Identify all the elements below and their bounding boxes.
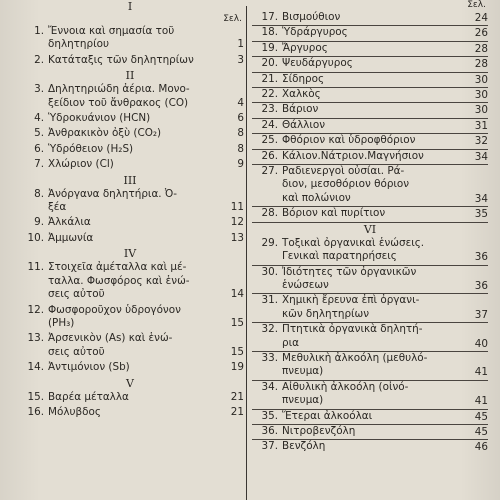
toc-entry — [16, 83, 244, 110]
right-column — [252, 0, 488, 455]
entry-number: 4. — [34, 112, 44, 125]
toc-entry — [16, 216, 244, 229]
entry-number: 26. — [261, 149, 278, 162]
entry-page-number: 12 — [230, 216, 244, 229]
entry-number: 25. — [261, 134, 278, 147]
entry-number: 9. — [34, 216, 44, 229]
entry-number: 1. — [34, 25, 44, 37]
toc-entry — [16, 304, 244, 331]
entry-number: 28. — [261, 207, 278, 220]
toc-entry — [252, 57, 488, 72]
entry-title-line: Βόριον καὶ πυρίτιον — [282, 207, 386, 220]
entry-number: 33. — [261, 351, 278, 364]
entry-page-number: 30 — [474, 104, 488, 117]
entry-title-line: Γενικαὶ παρατηρήσεις — [282, 250, 397, 263]
entry-title-line: ταλλα. Φωσφόρος καὶ ἑνώ- — [48, 274, 190, 287]
entry-title-line: Ἀντιμόνιον (Sb) — [48, 361, 130, 374]
entry-page-number: 37 — [474, 308, 488, 321]
entry-page-number: 13 — [230, 231, 244, 244]
toc-entry — [16, 261, 244, 301]
toc-entry — [252, 207, 488, 222]
entry-title-line: σεις αὐτοῦ — [48, 288, 105, 301]
entry-title-line: Ἀνόργανα δηλητήρια. Ὀ- — [48, 187, 178, 200]
toc-entry — [252, 165, 488, 207]
entry-title-line: ἑνώσεων — [282, 278, 329, 291]
entry-title-line: Ἕτεραι ἀλκοόλαι — [282, 409, 373, 422]
entry-page-number: 3 — [237, 53, 244, 66]
entry-title-line: Μεθυλικὴ ἀλκοόλη (μεθυλό- — [282, 351, 428, 364]
entry-title-line: ρια — [282, 336, 299, 349]
toc-entry — [252, 410, 488, 425]
entry-title-line: σεις αὐτοῦ — [48, 345, 105, 358]
entry-title-line: Θάλλιον — [282, 118, 326, 131]
entry-page-number: 15 — [230, 316, 244, 329]
toc-entry — [252, 352, 488, 381]
entry-number: 23. — [261, 103, 278, 116]
entry-page-number: 15 — [230, 345, 244, 358]
entry-title-line: Αἰθυλικὴ ἀλκοόλη (οἰνό- — [282, 380, 409, 393]
toc-entry — [16, 391, 244, 404]
entry-title-line: Κατάταξις τῶν δηλητηρίων — [48, 53, 194, 66]
entry-number: 17. — [261, 11, 278, 23]
toc-entry — [252, 119, 488, 134]
entry-page-number: 28 — [474, 42, 488, 55]
entry-title-line: Μόλυβδος — [48, 405, 101, 418]
entry-title-line: Ἀνθρακικὸν ὀξὺ (CO₂) — [48, 127, 162, 140]
toc-entry — [16, 143, 244, 156]
entry-page-number: 1 — [237, 38, 244, 51]
entry-title-line: δηλητηρίου — [48, 38, 109, 51]
toc-entry — [16, 112, 244, 125]
entry-number: 36. — [261, 424, 278, 437]
toc-entry — [16, 127, 244, 140]
entry-title-line: Βισμούθιον — [282, 11, 341, 23]
entry-number: 37. — [261, 440, 278, 453]
entry-page-number: 19 — [230, 361, 244, 374]
entry-page-number: 28 — [474, 58, 488, 71]
entry-number: 11. — [27, 261, 44, 274]
toc-entry — [252, 134, 488, 149]
toc-entry — [252, 73, 488, 88]
entry-page-number: 31 — [474, 119, 488, 132]
entry-page-number: 30 — [474, 89, 488, 102]
entry-number: 27. — [261, 165, 278, 178]
entry-page-number: 36 — [474, 279, 488, 292]
entry-number: 6. — [34, 142, 44, 155]
entry-title-line: Φθόριον καὶ ὑδροφθόριον — [282, 134, 416, 147]
entry-page-number: 32 — [474, 135, 488, 148]
entry-page-number: 26 — [474, 27, 488, 40]
toc-entry — [16, 188, 244, 215]
entry-title-line: Σίδηρος — [282, 72, 325, 85]
entry-number: 8. — [34, 187, 44, 200]
entry-page-number: 41 — [474, 366, 488, 379]
entry-title-line: Ἀρσενικὸν (As) καὶ ἑνώ- — [48, 332, 173, 345]
entry-number: 7. — [34, 158, 44, 171]
entry-title-line: Δηλητηριώδη ἀέρια. Μονο- — [48, 83, 190, 96]
toc-entry — [16, 332, 244, 359]
entry-title-line: Νιτροβενζόλη — [282, 424, 356, 437]
entry-title-line: Βαρέα μέταλλα — [48, 390, 129, 403]
page-column-label: Σελ. — [467, 0, 486, 10]
entry-title-line: Χλώριον (Cl) — [48, 158, 114, 171]
entry-number: 29. — [261, 236, 278, 249]
entry-title-line: Ὑδρόθειον (H₂S) — [48, 142, 134, 155]
entry-title-line: Ὑδροκυάνιον (HCN) — [48, 112, 151, 125]
entry-page-number: 8 — [237, 142, 244, 155]
entry-number: 2. — [34, 53, 44, 66]
entry-number: 19. — [261, 41, 278, 54]
column-divider — [246, 6, 247, 500]
entry-number: 16. — [27, 405, 44, 418]
entry-title-line: πνευμα) — [282, 365, 324, 378]
toc-entry — [252, 294, 488, 323]
entry-page-number: 8 — [237, 127, 244, 140]
page-column-label: Σελ. — [223, 14, 242, 24]
entry-number: 15. — [27, 390, 44, 403]
toc-entry — [252, 237, 488, 266]
entry-page-number: 11 — [230, 201, 244, 214]
entry-number: 20. — [261, 57, 278, 70]
entry-number: 24. — [261, 118, 278, 131]
toc-entry — [252, 150, 488, 165]
entry-number: 12. — [27, 303, 44, 316]
toc-entry — [252, 11, 488, 26]
entry-title-line: πνευμα) — [282, 394, 324, 407]
entry-page-number: 30 — [474, 73, 488, 86]
entry-number: 5. — [34, 127, 44, 140]
toc-entry — [252, 425, 488, 440]
entry-title-line: Στοιχεῖα ἀμέταλλα καὶ μέ- — [48, 261, 187, 274]
left-column — [16, 0, 244, 421]
entry-title-line: κῶν δηλητηρίων — [282, 307, 370, 320]
section-heading: I — [127, 0, 133, 13]
entry-page-number: 40 — [474, 337, 488, 350]
entry-number: 21. — [261, 72, 278, 85]
entry-title-line: Ψευδάργυρος — [282, 57, 353, 70]
entry-page-number: 46 — [474, 441, 488, 454]
toc-entry — [252, 440, 488, 454]
entry-page-number: 24 — [474, 12, 488, 24]
entry-page-number: 41 — [474, 395, 488, 408]
entry-title-line: Ραδιενεργοὶ οὐσίαι. Ρά- — [282, 165, 405, 178]
toc-entry — [252, 88, 488, 103]
entry-number: 34. — [261, 380, 278, 393]
section-heading: VI — [363, 222, 377, 236]
entry-title-line: Ἔννοια καὶ σημασία τοῦ — [48, 25, 175, 37]
entry-title-line: Ἄργυρος — [282, 41, 328, 54]
entry-title-line: Τοξικαὶ ὀργανικαὶ ἑνώσεις. — [282, 236, 425, 249]
entry-title-line: Βάριον — [282, 103, 319, 116]
toc-entry — [16, 232, 244, 245]
entry-page-number: 6 — [237, 112, 244, 125]
entry-page-number: 21 — [230, 405, 244, 418]
entry-page-number: 35 — [474, 208, 488, 221]
entry-title-line: καὶ πολώνιον — [282, 191, 351, 204]
toc-entry — [252, 266, 488, 295]
entry-page-number: 45 — [474, 425, 488, 438]
entry-page-number: 21 — [230, 390, 244, 403]
entry-title-line: Φωσφοροῦχον ὑδρογόνον — [48, 303, 181, 316]
toc-entry — [252, 103, 488, 118]
entry-title-line: ξέα — [48, 201, 67, 214]
entry-page-number: 14 — [230, 288, 244, 301]
entry-title-line: Ἀμμωνία — [48, 231, 94, 244]
entry-page-number: 9 — [237, 158, 244, 171]
entry-number: 10. — [27, 231, 44, 244]
toc-entry — [252, 381, 488, 410]
entry-page-number: 4 — [237, 96, 244, 109]
entry-title-line: Χαλκὸς — [282, 88, 321, 101]
entry-number: 3. — [34, 83, 44, 96]
section-heading: III — [123, 173, 137, 187]
toc-entry — [16, 361, 244, 374]
entry-number: 13. — [27, 332, 44, 345]
entry-title-line: Χημικὴ ἔρευνα ἐπὶ ὀργανι- — [282, 294, 420, 307]
entry-number: 22. — [261, 88, 278, 101]
toc-entry — [16, 406, 244, 419]
toc-entry — [252, 42, 488, 57]
entry-title-line: Ἰδιότητες τῶν ὀργανικῶν — [282, 265, 417, 278]
toc-entry — [252, 26, 488, 41]
toc-entry — [252, 323, 488, 352]
section-heading: II — [125, 69, 135, 83]
entry-page-number: 45 — [474, 410, 488, 423]
toc-entry — [16, 158, 244, 171]
entry-title-line: ξείδιον τοῦ ἄνθρακος (CO) — [48, 96, 189, 109]
section-heading: V — [126, 376, 134, 390]
toc-entry — [16, 54, 244, 67]
entry-title-line: Ἀλκάλια — [48, 216, 91, 229]
entry-number: 31. — [261, 294, 278, 307]
entry-number: 30. — [261, 265, 278, 278]
entry-title-line: Βενζόλη — [282, 440, 326, 453]
entry-number: 18. — [261, 26, 278, 39]
entry-title-line: Κάλιον.Νάτριον.Μαγνήσιον — [282, 149, 424, 162]
entry-number: 35. — [261, 409, 278, 422]
entry-page-number: 34 — [474, 150, 488, 163]
toc-entry — [16, 25, 244, 52]
entry-title-line: διον, μεσοθόριον θόριον — [282, 178, 410, 191]
entry-title-line: Ὑδράργυρος — [282, 26, 348, 39]
entry-page-number: 34 — [474, 192, 488, 205]
entry-title-line: Πτητικὰ ὀργανικὰ δηλητή- — [282, 323, 423, 336]
entry-page-number: 36 — [474, 251, 488, 264]
section-heading: IV — [123, 247, 137, 261]
entry-number: 32. — [261, 323, 278, 336]
entry-number: 14. — [27, 361, 44, 374]
entry-title-line: (PH₃) — [48, 316, 75, 329]
